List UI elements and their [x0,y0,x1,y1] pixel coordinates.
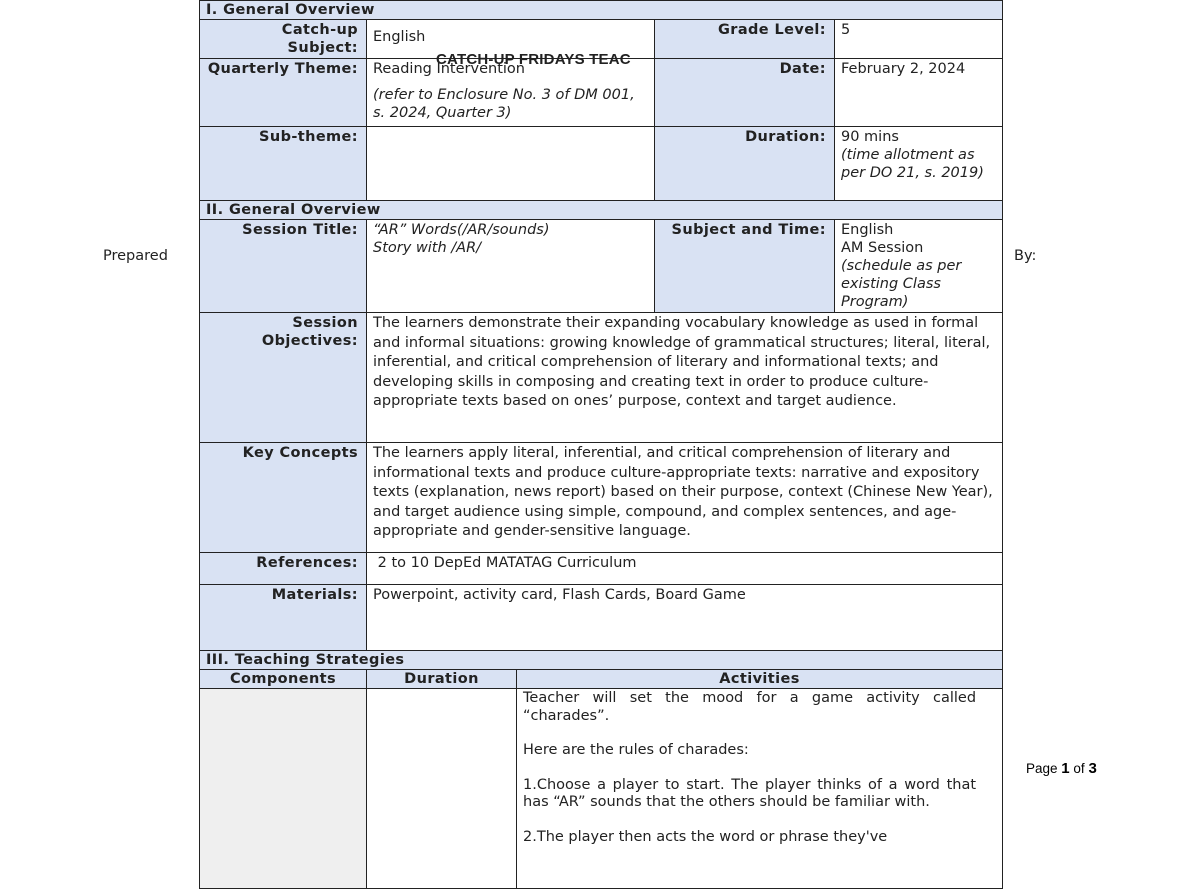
theme-cell [367,59,655,127]
col-components: Components [200,670,367,689]
date-label: Date: [655,59,835,127]
theme-value: Reading Intervention [373,61,525,77]
section-general-overview-2: II. General Overview [200,201,1003,220]
subject-time-note: (schedule as per existing Class Program) [841,258,962,310]
col-activities: Activities [517,670,1003,689]
page-number [1026,760,1097,777]
page-total: 3 [1088,760,1097,777]
subtheme-value [367,127,655,201]
materials-text: Powerpoint, activity card, Flash Cards, Board Game [367,585,1003,651]
subject-label: Catch-up Subject: [200,20,367,59]
objectives-label: Session Objectives: [200,313,367,443]
prepared-label: Prepared [103,248,168,264]
subject-time-line1: English [841,222,894,238]
duration-col-cell [367,689,517,889]
grade-value: 5 [835,20,1003,59]
date-value: February 2, 2024 [835,59,1003,127]
subject-time-label: Subject and Time: [655,220,835,313]
session-title-label: Session Title: [200,220,367,313]
key-concepts-label: Key Concepts [200,443,367,553]
subject-time-line2: AM Session [841,240,924,256]
activity-rule-1: 1.Choose a player to start. The player thinks of a word that has “AR” sounds that the others should be familiar with. [523,776,977,810]
activity-rule-2: 2.The player then acts the word or phrase they've [523,828,888,845]
section-teaching-strategies: III. Teaching Strategies [200,651,1003,670]
session-title-line1: “AR” Words(/AR/sounds) [373,222,550,238]
col-duration: Duration [367,670,517,689]
page-current: 1 [1061,760,1070,777]
activity-rules: Here are the rules of charades: [523,742,749,758]
session-title-cell [367,220,655,313]
document-title-overlay: CATCH-UP FRIDAYS TEAC [436,51,631,68]
grade-label: Grade Level: [655,20,835,59]
key-concepts-text: The learners apply literal, inferential, and critical comprehension of literary and informational texts and produce culture-appropriate texts: narrative and expository texts (explanation, news report) based on their purpose, context (Chinese New Year), and target audience using simple, compound, and complex sentences, and age-appropriate and gender-sensitive language. [367,443,1003,553]
subject-time-cell [835,220,1003,313]
objectives-text: The learners demonstrate their expanding vocabulary knowledge as used in formal and informal situations: growing knowledge of grammatical structures; literal, literal, inferential, and critical comprehension of literary and informational texts; and developing skills in composing and creating text in order to produce culture-appropriate texts based on ones’ purpose, context and target audience. [367,313,1003,443]
lesson-plan-table [199,0,1003,889]
duration-cell [835,127,1003,201]
page-prefix: Page [1026,761,1058,776]
duration-value: 90 mins [841,129,899,145]
section-general-overview-1: I. General Overview [200,1,1003,20]
page-of: of [1073,761,1085,776]
theme-label: Quarterly Theme: [200,59,367,127]
subject-value: English [367,20,655,59]
references-label: References: [200,553,367,585]
activities-cell [517,689,1003,889]
references-text: 2 to 10 DepEd MATATAG Curriculum [367,553,1003,585]
duration-label: Duration: [655,127,835,201]
activity-intro: Teacher will set the mood for a game activity called “charades”. [523,690,977,724]
by-label: By: [1014,248,1037,264]
session-title-line2: Story with /AR/ [373,240,482,256]
components-cell [200,689,367,889]
materials-label: Materials: [200,585,367,651]
duration-note: (time allotment as per DO 21, s. 2019) [841,147,984,181]
subtheme-label: Sub-theme: [200,127,367,201]
theme-note: (refer to Enclosure No. 3 of DM 001, s. 2024, Quarter 3) [373,87,635,121]
